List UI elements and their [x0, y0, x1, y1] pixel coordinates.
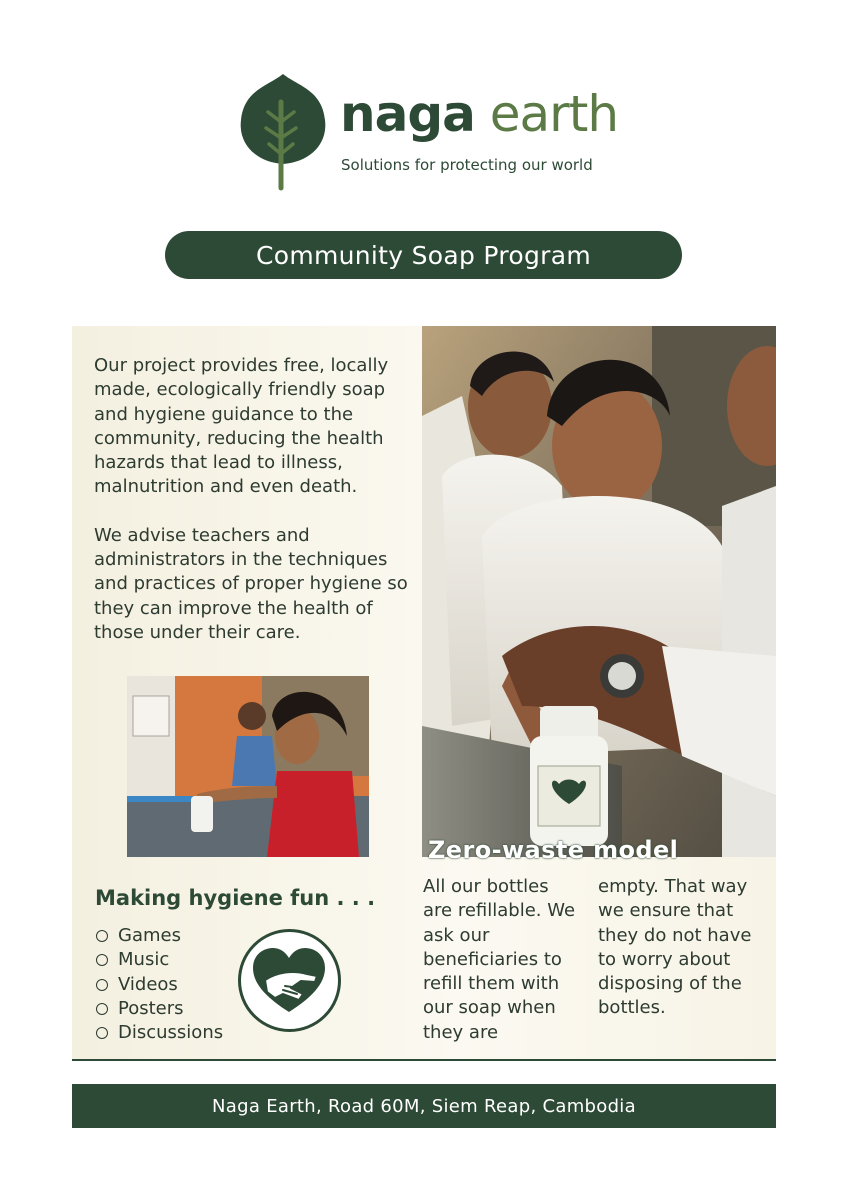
footer-address: Naga Earth, Road 60M, Siem Reap, Cambodia	[72, 1084, 776, 1128]
list-item-label: Discussions	[118, 1022, 224, 1044]
list-item-label: Posters	[118, 997, 184, 1019]
bullet-circle-icon	[96, 1003, 108, 1015]
brand-tagline: Solutions for protecting our world	[341, 156, 593, 174]
zero-waste-text-column-1: All our bottles are refillable. We ask our beneficiaries to refill them with our soap when they are	[423, 876, 576, 1043]
brand-name-part1: naga	[340, 85, 475, 143]
bullet-circle-icon	[96, 1027, 108, 1039]
brand-wordmark	[340, 84, 618, 144]
page-title: Community Soap Program	[165, 231, 682, 279]
bullet-circle-icon	[96, 930, 108, 942]
panel-divider	[72, 1059, 776, 1061]
hygiene-fun-heading: Making hygiene fun . . .	[95, 886, 376, 910]
hygiene-fun-list	[96, 924, 223, 1045]
zero-waste-caption: Zero-waste model	[428, 836, 679, 864]
list-item-label: Games	[118, 925, 181, 946]
heart-hands-icon	[237, 928, 342, 1033]
main-photo	[422, 326, 776, 857]
list-item	[96, 924, 223, 948]
secondary-photo	[127, 676, 369, 857]
list-item	[96, 1021, 223, 1045]
list-item	[96, 973, 223, 997]
leaf-logo-icon	[238, 72, 328, 192]
zero-waste-text-column-2: empty. That way we ensure that they do not have to worry about disposing of the bottles.	[598, 876, 752, 1019]
intro-text	[94, 354, 414, 669]
list-item-label: Videos	[118, 973, 178, 995]
bullet-circle-icon	[96, 954, 108, 966]
list-item	[96, 948, 223, 972]
list-item-label: Music	[118, 949, 170, 971]
intro-paragraph-2: We advise teachers and administrators in the techniques and practices of proper hygiene so they can improve the health of those under their care.	[94, 524, 408, 643]
intro-paragraph-1: Our project provides free, locally made, ecologically friendly soap and hygiene guidance to the community, reducing the health hazards that lead to illness, malnutrition and even death.	[94, 355, 389, 498]
brand-name-part2: earth	[489, 85, 619, 143]
bullet-circle-icon	[96, 979, 108, 991]
list-item	[96, 997, 223, 1021]
